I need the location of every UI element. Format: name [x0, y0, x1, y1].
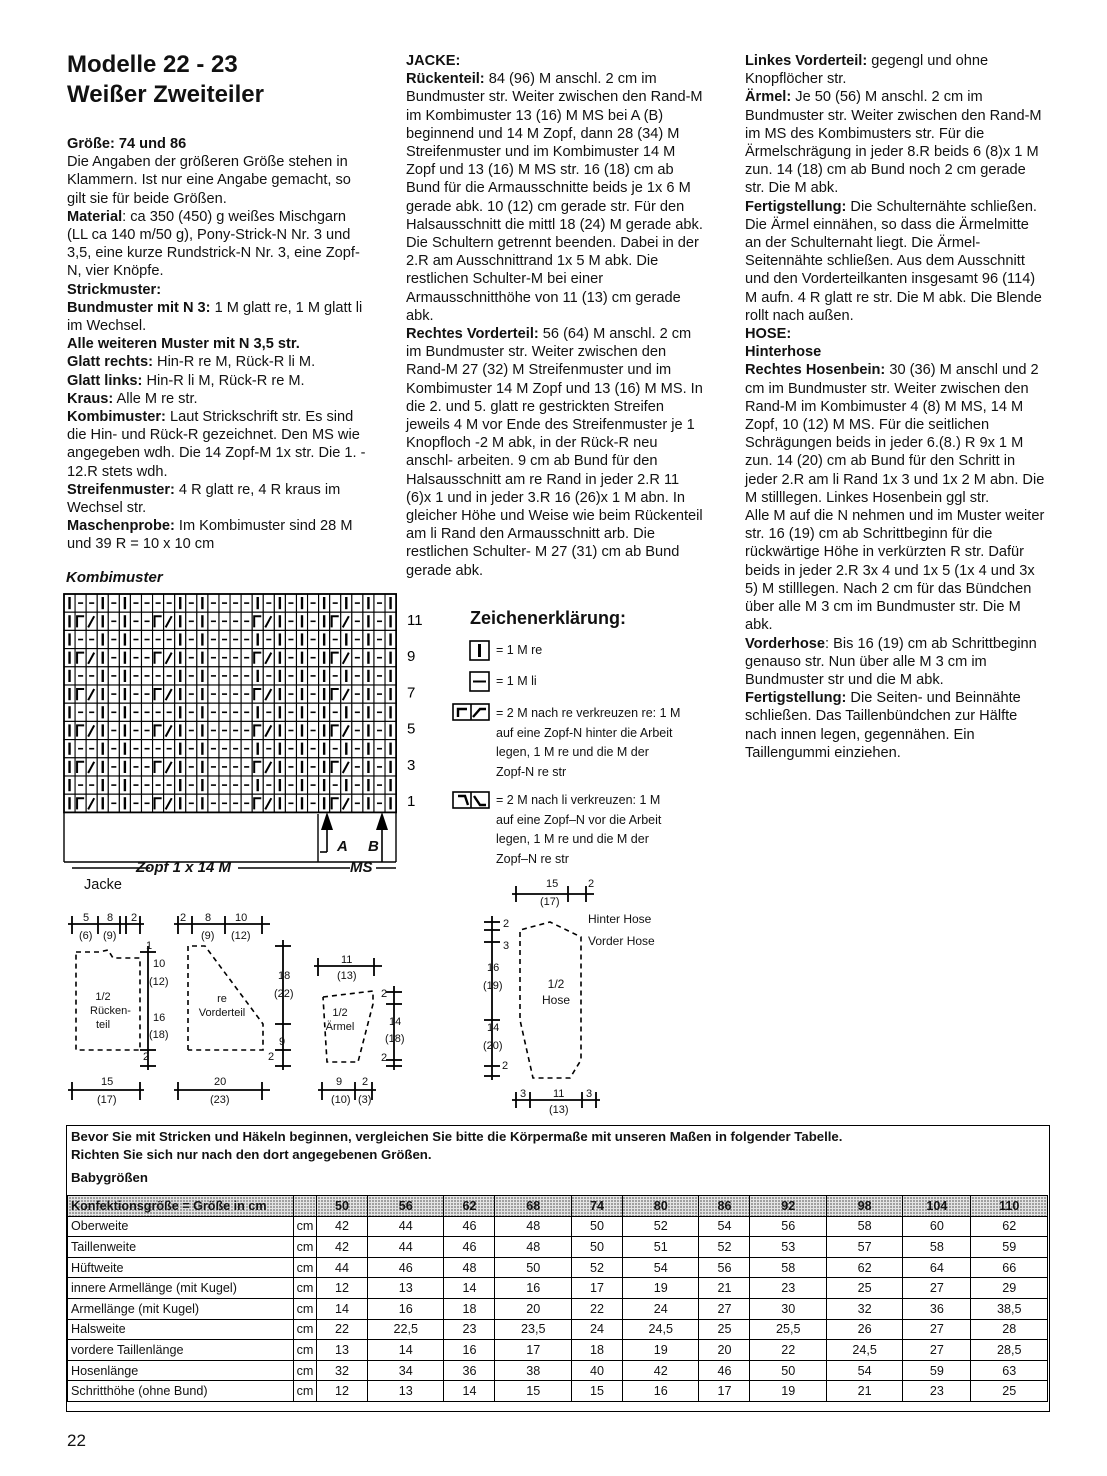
- measure-value: 66: [971, 1257, 1048, 1278]
- measure-value: 52: [699, 1237, 750, 1258]
- measure-value: 50: [571, 1216, 622, 1237]
- dim-hose-side: (20): [483, 1040, 503, 1052]
- chart-row-number: 7: [407, 684, 416, 702]
- dim-hose-bottom: 3: [586, 1088, 593, 1100]
- dim-ruecken-top: (9): [103, 930, 117, 942]
- measure-value: 38: [495, 1360, 571, 1381]
- measure-value: 18: [571, 1340, 622, 1361]
- measure-name: innere Armellänge (mit Kugel): [68, 1278, 294, 1299]
- measure-value: 44: [317, 1257, 368, 1278]
- measure-value: 22: [317, 1319, 368, 1340]
- measure-value: 50: [495, 1257, 571, 1278]
- measure-value: 58: [903, 1237, 971, 1258]
- measure-value: 51: [622, 1237, 698, 1258]
- measure-value: 25: [699, 1319, 750, 1340]
- measure-value: 25: [826, 1278, 902, 1299]
- paragraph-heading: Strickmuster:: [67, 281, 162, 298]
- measure-name: Hüftweite: [68, 1257, 294, 1278]
- size-header-unit: [294, 1196, 317, 1217]
- jacke-label: Jacke: [84, 877, 122, 893]
- legend-knit: = 1 M re: [496, 643, 543, 657]
- measure-name: Taillenweite: [68, 1237, 294, 1258]
- measure-value: 63: [971, 1360, 1048, 1381]
- dim-hose-side: 14: [487, 1022, 500, 1034]
- dim-vorder-side: 2: [268, 1051, 275, 1063]
- dim-ruecken-top: 8: [107, 912, 114, 924]
- measure-value: 58: [750, 1257, 826, 1278]
- measure-value: 16: [495, 1278, 571, 1299]
- measure-value: 28,5: [971, 1340, 1048, 1361]
- table-row: [68, 1340, 1048, 1361]
- paragraph-text: Laut Strickschrift str. Es sind die Hin- und Rück-R gezeichnet. Den MS wie angegeben wdh. Die 14 Zopf-M 1x str. Die 1. - 12.R stets wdh.: [67, 409, 366, 480]
- paragraph-text: Alle M re str.: [113, 390, 198, 407]
- paragraph-heading: Ärmel:: [745, 89, 792, 106]
- table-row: [68, 1216, 1048, 1237]
- chart-row-number: 3: [407, 756, 416, 774]
- measure-value: 15: [571, 1381, 622, 1402]
- size-header-label: Konfektionsgröße = Größe in cm: [68, 1196, 294, 1217]
- size-header-cell: 50: [317, 1196, 368, 1217]
- measure-value: 19: [750, 1381, 826, 1402]
- measure-name: Halsweite: [68, 1319, 294, 1340]
- dim-ruecken-top: (6): [79, 930, 93, 942]
- dim-aermel-side: 2: [381, 988, 388, 1000]
- measure-value: 16: [622, 1381, 698, 1402]
- size-table-intro: Bevor Sie mit Stricken und Häkeln beginnen, vergleichen Sie bitte die Körpermaße mit unseren Maßen in folgender Tabelle. Richten Sie sich nur nach den dort angegebenen Größen.: [71, 1129, 843, 1162]
- measure-value: 52: [571, 1257, 622, 1278]
- dim-ruecken-side: (12): [149, 976, 169, 988]
- chart-row-number: 5: [407, 720, 416, 738]
- paragraph-heading: Bundmuster mit N 3:: [67, 299, 211, 316]
- table-row: [68, 1278, 1048, 1299]
- measure-value: 14: [368, 1340, 444, 1361]
- measure-value: 44: [368, 1237, 444, 1258]
- measure-value: 46: [368, 1257, 444, 1278]
- measure-value: 46: [444, 1216, 495, 1237]
- measure-value: 42: [317, 1237, 368, 1258]
- dim-vorder-side: 9: [279, 1036, 286, 1048]
- measure-value: 21: [699, 1278, 750, 1299]
- paragraph-heading: Streifenmuster:: [67, 481, 175, 498]
- paragraph-heading: HOSE:: [745, 326, 792, 343]
- measure-value: 48: [444, 1257, 495, 1278]
- measure-value: 36: [903, 1298, 971, 1319]
- measure-value: 52: [622, 1216, 698, 1237]
- measure-value: 14: [444, 1381, 495, 1402]
- measure-value: 40: [571, 1360, 622, 1381]
- size-header-cell: 110: [971, 1196, 1048, 1217]
- measure-name: Armellänge (mit Kugel): [68, 1298, 294, 1319]
- measure-unit: cm: [294, 1381, 317, 1402]
- size-header-cell: 74: [571, 1196, 622, 1217]
- measure-value: 53: [750, 1237, 826, 1258]
- measure-value: 58: [826, 1216, 902, 1237]
- hinter-hose-label: Hinter Hose: [588, 912, 652, 926]
- measure-unit: cm: [294, 1216, 317, 1237]
- table-row: [68, 1237, 1048, 1258]
- measure-value: 23: [444, 1319, 495, 1340]
- measure-value: 29: [971, 1278, 1048, 1299]
- hose-label: 1/2 Hose: [542, 977, 571, 1007]
- dim-ruecken-side: 1: [146, 940, 153, 952]
- paragraph-heading: Rückenteil:: [406, 71, 485, 88]
- paragraph-heading: Rechtes Vorderteil:: [406, 326, 539, 343]
- paragraph-text: 84 (96) M anschl. 2 cm im Bundmuster str. Weiter zwischen den Rand-M im Kombimuster 13 (16) M MS bei A (B) beginnend und 14 M Zopf, dann 28 (34) M Streifenmuster und im Kombimuster 14 M Zopf und 13 (16) M MS str. 16 (18) cm ab Bund für die Armausschnitte beids je 1x 6 M gerade abk. 10 (12) cm gerade str. Für den Halsausschnitt die mittl 18 (24) M gerade abk. Die Schultern getrennt beenden. Dabei in der 2.R am Ausschnittrand 1x 5 M abk. Die restlichen Schulter-M bei einer Armausschnitthöhe von 11 (13) cm gerade abk.: [406, 71, 703, 324]
- measure-value: 38,5: [971, 1298, 1048, 1319]
- chart-row-number: 1: [407, 793, 416, 810]
- measure-value: 60: [903, 1216, 971, 1237]
- measure-value: 23: [903, 1381, 971, 1402]
- dim-hose-top: 2: [588, 878, 595, 890]
- paragraph-text: gegengl und ohne Knopflöcher str.: [745, 53, 989, 88]
- paragraph-heading: Fertigstellung:: [745, 690, 847, 707]
- paragraph-text: : ca 350 (450) g weißes Mischgarn (LL ca 140 m/50 g), Pony-Strick-N Nr. 3 und 3,5, eine kurze Rundstrick-N Nr. 3, eine Zopf-N, vier Knöpfe.: [67, 208, 360, 280]
- size-header-cell: 86: [699, 1196, 750, 1217]
- measure-value: 59: [903, 1360, 971, 1381]
- paragraph-heading: Glatt rechts:: [67, 354, 153, 371]
- size-header-cell: 104: [903, 1196, 971, 1217]
- dim-vorder-bottom: (23): [210, 1094, 230, 1106]
- dim-aermel-top: 11: [341, 954, 353, 966]
- page-title: Modelle 22 - 23: [67, 51, 238, 78]
- measure-value: 26: [826, 1319, 902, 1340]
- paragraph-text: Alle M auf die N nehmen und im Muster weiter str. 16 (19) cm ab Schrittbeginn für die rückwärtige Höhe in verkürzten R str. Dafür beids in jeder 2.R 3x 4 und 1x 5 (1x 4 und 3x 5) M stilllegen. Nach 2 cm für das Bündchen über alle M 3 cm im Bundmuster str. Die M abk.: [745, 508, 1045, 634]
- size-header-cell: 62: [444, 1196, 495, 1217]
- size-header-cell: 80: [622, 1196, 698, 1217]
- measure-value: 24,5: [622, 1319, 698, 1340]
- paragraph-heading: Glatt links:: [67, 372, 143, 389]
- measure-value: 54: [699, 1216, 750, 1237]
- measure-value: 13: [368, 1381, 444, 1402]
- measure-value: 21: [826, 1381, 902, 1402]
- paragraph-heading: Hinterhose: [745, 344, 822, 361]
- dim-ruecken-side: 16: [153, 1012, 166, 1024]
- aermel-label: 1/2 Ärmel: [325, 1007, 355, 1033]
- dim-ruecken-top: 2: [131, 912, 138, 924]
- paragraph-text: Im Kombimuster sind 28 M und 39 R = 10 x 10 cm: [67, 518, 353, 553]
- measure-value: 57: [826, 1237, 902, 1258]
- measure-value: 23: [750, 1278, 826, 1299]
- paragraph-text: : Bis 16 (19) cm ab Schrittbeginn genauso str. Nun über alle M 3 cm im Bundmuster str und die M abk.: [745, 635, 1037, 688]
- measure-value: 62: [971, 1216, 1048, 1237]
- paragraph-text: Hin-R re M, Rück-R li M.: [152, 354, 316, 371]
- measure-value: 25: [971, 1381, 1048, 1402]
- dim-ruecken-side: (18): [149, 1029, 169, 1041]
- paragraph-text: Die Schulternähte schließen. Die Ärmel einnähen, so dass die Ärmelmitte an der Schulternaht liegt. Die Ärmel- Seitennähte schließen. Aus dem Ausschnitt und den Vorderteilkanten insgesamt 96 (114) M aufn. 4 R glatt re str. Die M abk. Die Blende rollt nach außen.: [745, 198, 1042, 324]
- measure-value: 64: [903, 1257, 971, 1278]
- chart-row-number: 11: [407, 612, 423, 629]
- measure-value: 56: [699, 1257, 750, 1278]
- measure-value: 25,5: [750, 1319, 826, 1340]
- measure-unit: cm: [294, 1257, 317, 1278]
- paragraph-heading: Rechtes Hosenbein:: [745, 362, 886, 379]
- measure-value: 22: [750, 1340, 826, 1361]
- measure-value: 12: [317, 1278, 368, 1299]
- chart-title: Kombimuster: [66, 569, 163, 586]
- measure-value: 28: [971, 1319, 1048, 1340]
- dim-vorder-bottom: 20: [214, 1076, 227, 1088]
- paragraph-text: 56 (64) M anschl. 2 cm im Bundmuster str. Weiter zwischen den Rand-M 27 (32) M Streifenmuster und im Kombimuster 14 M Zopf und 13 (16) M MS. In die 2. und 5. glatt re gestrickten Streifen jeweils 4 M vor Ende des Streifenmuster je 1 Knopfloch -2 M abk, in der Rück-R neu anschl- arbeiten. 9 cm ab Bund für den Halsausschnitt am re Rand in jeder 2.R 11 (6)x 1 und in jeder 3.R 16 (26)x 1 M abn. In gleicher Höhe und Weise wie beim Rückenteil am li Rand den Armausschnitt arb. Die restlichen Schulter- M 27 (31) cm ab Bund gerade abk.: [406, 326, 703, 579]
- measure-value: 56: [750, 1216, 826, 1237]
- dim-vorder-top: (9): [201, 930, 215, 942]
- dim-hose-side: 16: [487, 962, 500, 974]
- measure-value: 17: [571, 1278, 622, 1299]
- dim-hose-side: 3: [503, 940, 510, 952]
- measure-unit: cm: [294, 1278, 317, 1299]
- dim-aermel-bottom: (3): [358, 1094, 372, 1106]
- measure-value: 19: [622, 1278, 698, 1299]
- page-number: 22: [67, 1431, 86, 1450]
- measure-value: 54: [826, 1360, 902, 1381]
- paragraph-heading: Größe: 74 und 86: [67, 136, 187, 152]
- dim-ruecken-bottom: 15: [101, 1076, 114, 1088]
- measure-value: 32: [317, 1360, 368, 1381]
- measure-value: 24: [622, 1298, 698, 1319]
- paragraph-text: 30 (36) M anschl und 2 cm im Bundmuster str. Weiter zwischen den Rand-M im Kombimuster 4 (8) M MS, 14 M Zopf, 10 (12) M MS. Für die seitlichen Schrägungen beids in jeder 6.(8.) R 9x 1 M zun. 14 (20) cm ab Bund für den Schritt in jeder 2.R am li Rand 1x 3 und 1x 2 M abn. Die M stilllegen. Linkes Hosenbein ggl str.: [745, 362, 1045, 506]
- dim-vorder-top: 10: [235, 912, 248, 924]
- paragraph-heading: JACKE:: [406, 53, 461, 69]
- measure-value: 36: [444, 1360, 495, 1381]
- dim-hose-bottom: 11: [553, 1088, 565, 1100]
- measure-value: 30: [750, 1298, 826, 1319]
- measure-value: 42: [622, 1360, 698, 1381]
- measure-value: 16: [368, 1298, 444, 1319]
- table-row: [68, 1257, 1048, 1278]
- measure-unit: cm: [294, 1319, 317, 1340]
- measure-value: 62: [826, 1257, 902, 1278]
- measure-value: 23,5: [495, 1319, 571, 1340]
- paragraph-heading: Alle weiteren Muster mit N 3,5 str.: [67, 336, 300, 353]
- measure-value: 59: [971, 1237, 1048, 1258]
- measure-value: 50: [750, 1360, 826, 1381]
- dim-hose-top: (17): [540, 896, 560, 908]
- measure-value: 48: [495, 1237, 571, 1258]
- dim-aermel-top: (13): [337, 970, 357, 982]
- measure-value: 54: [622, 1257, 698, 1278]
- measure-value: 18: [444, 1298, 495, 1319]
- dim-aermel-side: (18): [385, 1033, 405, 1045]
- dim-vorder-top: 2: [180, 912, 187, 924]
- page-subtitle: Weißer Zweiteiler: [67, 81, 264, 108]
- measure-name: Oberweite: [68, 1216, 294, 1237]
- measure-value: 46: [444, 1237, 495, 1258]
- measure-value: 44: [368, 1216, 444, 1237]
- measure-unit: cm: [294, 1360, 317, 1381]
- table-row: [68, 1319, 1048, 1340]
- dim-hose-side: (19): [483, 980, 503, 992]
- measure-value: 22,5: [368, 1319, 444, 1340]
- dim-aermel-bottom: (10): [331, 1094, 351, 1106]
- measure-value: 14: [317, 1298, 368, 1319]
- paragraph-heading: Fertigstellung:: [745, 198, 847, 215]
- measure-value: 27: [699, 1298, 750, 1319]
- measure-value: 13: [317, 1340, 368, 1361]
- measure-name: Hosenlänge: [68, 1360, 294, 1381]
- measure-value: 15: [495, 1381, 571, 1402]
- paragraph-heading: Vorderhose: [745, 635, 826, 652]
- dim-hose-side: 2: [502, 1060, 509, 1072]
- measure-name: Schritthöhe (ohne Bund): [68, 1381, 294, 1402]
- paragraph-heading: Kraus:: [67, 390, 114, 407]
- measure-name: vordere Taillenlänge: [68, 1340, 294, 1361]
- legend-cross-right: = 2 M nach re verkreuzen re: 1 M auf eine Zopf-N hinter die Arbeit legen, 1 M re und die M der Zopf-N re str: [496, 706, 681, 779]
- paragraph-text: Die Seiten- und Beinnähte schließen. Das Taillenbündchen zur Hälfte nach innen legen, gegennähen. Ein Taillengummi einziehen.: [745, 690, 1021, 761]
- dim-vorder-top: (12): [231, 930, 251, 942]
- dim-aermel-bottom: 9: [336, 1076, 343, 1088]
- measure-value: 19: [622, 1340, 698, 1361]
- measure-value: 24: [571, 1319, 622, 1340]
- measure-value: 20: [699, 1340, 750, 1361]
- chart-ms-label: MS: [350, 859, 373, 876]
- dim-aermel-side: 2: [381, 1052, 388, 1064]
- measure-unit: cm: [294, 1340, 317, 1361]
- measure-value: 14: [444, 1278, 495, 1299]
- size-table-header: [68, 1196, 1048, 1217]
- legend-title: Zeichenerklärung:: [470, 608, 627, 628]
- vorder-label: re Vorderteil: [198, 993, 246, 1019]
- measure-value: 13: [368, 1278, 444, 1299]
- paragraph-text: 1 M glatt re, 1 M glatt li im Wechsel.: [67, 299, 363, 335]
- size-header-cell: 98: [826, 1196, 902, 1217]
- paragraph-heading: Kombimuster:: [67, 409, 166, 426]
- paragraph-heading: Material: [67, 208, 123, 225]
- size-table-box: [66, 1125, 1050, 1412]
- dim-hose-top: 15: [546, 878, 559, 890]
- measure-value: 34: [368, 1360, 444, 1381]
- vorder-hose-label: Vorder Hose: [588, 934, 655, 948]
- measure-value: 42: [317, 1216, 368, 1237]
- chart-a-label: A: [337, 838, 348, 855]
- table-row: [68, 1298, 1048, 1319]
- measure-unit: cm: [294, 1298, 317, 1319]
- size-table: [67, 1195, 1048, 1402]
- dim-ruecken-side: 10: [153, 958, 166, 970]
- measure-value: 12: [317, 1381, 368, 1402]
- measure-value: 16: [444, 1340, 495, 1361]
- chart-row-number: 9: [407, 648, 416, 666]
- paragraph-text: Je 50 (56) M anschl. 2 cm im Bundmuster str. Weiter zwischen den Rand-M im MS des Kombimusters str. Für die Ärmelschrägung in jeder 8.R beids 6 (8)x 1 M zun. 14 (18) cm ab Bund noch 2 cm gerade str. Die M abk.: [745, 89, 1042, 197]
- size-header-cell: 92: [750, 1196, 826, 1217]
- paragraph-heading: Maschenprobe:: [67, 518, 175, 535]
- paragraph-text: Die Angaben der größeren Größe stehen in Klammern. Ist nur eine Angabe gemacht, so gilt sie für beide Größen.: [67, 154, 351, 207]
- dim-hose-bottom: 3: [520, 1088, 527, 1100]
- measure-value: 17: [495, 1340, 571, 1361]
- size-table-subtitle: Babygrößen: [71, 1170, 148, 1185]
- measure-value: 27: [903, 1340, 971, 1361]
- dim-ruecken-side: 2: [143, 1051, 150, 1063]
- measure-unit: cm: [294, 1237, 317, 1258]
- dim-ruecken-bottom: (17): [97, 1094, 117, 1106]
- measure-value: 32: [826, 1298, 902, 1319]
- size-header-cell: 68: [495, 1196, 571, 1217]
- dim-hose-side: 2: [503, 918, 510, 930]
- measure-value: 24,5: [826, 1340, 902, 1361]
- chart-b-label: B: [368, 838, 379, 855]
- paragraph-heading: Linkes Vorderteil:: [745, 53, 868, 69]
- measure-value: 50: [571, 1237, 622, 1258]
- legend-purl: = 1 M li: [496, 674, 537, 688]
- measure-value: 22: [571, 1298, 622, 1319]
- paragraph-text: Hin-R li M, Rück-R re M.: [142, 372, 305, 389]
- dim-vorder-side: 18: [278, 970, 291, 982]
- legend-cross-left: = 2 M nach li verkreuzen: 1 M auf eine Zopf–N vor die Arbeit legen, 1 M re und die M der Zopf–N re str: [496, 793, 662, 866]
- measure-value: 27: [903, 1278, 971, 1299]
- measure-value: 48: [495, 1216, 571, 1237]
- measure-value: 17: [699, 1381, 750, 1402]
- dim-vorder-side: (22): [274, 988, 294, 1000]
- dim-ruecken-top: 5: [83, 912, 90, 924]
- paragraph-text: 4 R glatt re, 4 R kraus im Wechsel str.: [67, 481, 341, 517]
- chart-zopf-label: Zopf 1 x 14 M: [136, 859, 232, 876]
- measure-value: 20: [495, 1298, 571, 1319]
- dim-hose-bottom: (13): [549, 1104, 569, 1116]
- ruecken-label: 1/2 Rücken- teil: [90, 991, 131, 1031]
- size-header-cell: 56: [368, 1196, 444, 1217]
- measure-value: 27: [903, 1319, 971, 1340]
- dim-aermel-bottom: 2: [362, 1076, 369, 1088]
- dim-vorder-top: 8: [205, 912, 212, 924]
- dim-aermel-side: 14: [389, 1016, 402, 1028]
- measure-value: 46: [699, 1360, 750, 1381]
- table-row: [68, 1360, 1048, 1381]
- table-row: [68, 1381, 1048, 1402]
